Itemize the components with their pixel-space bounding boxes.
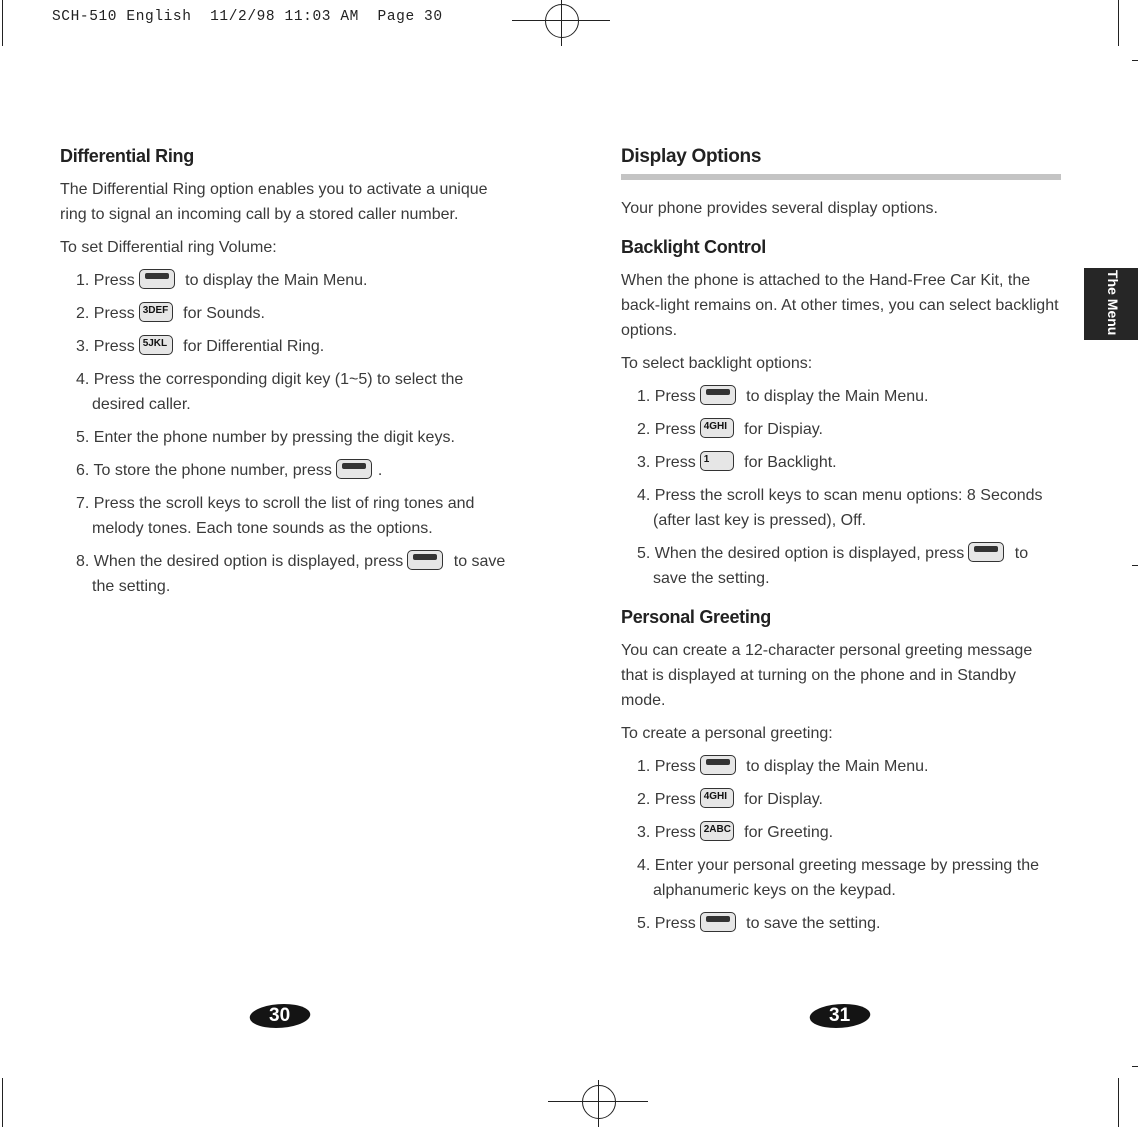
heading-rule (621, 174, 1061, 180)
step-2: 2. Press 4GHI for Display. (621, 787, 1061, 812)
step-4: 4. Press the corresponding digit key (1~5) to select the desired caller. (76, 371, 464, 413)
left-column (60, 146, 510, 599)
sto-key-icon (336, 459, 372, 479)
step-6: 6. To store the phone number, press . (60, 458, 510, 483)
step-7: 7. Press the scroll keys to scroll the list of ring tones and melody tones. Each tone sounds as the options. (76, 495, 475, 537)
differential-ring-steps (60, 268, 510, 599)
sto-key-icon (407, 550, 443, 570)
menu-key-icon (700, 385, 736, 405)
step-2: 2. Press 3DEF for Sounds. (60, 301, 510, 326)
key-4-icon: 4GHI (700, 418, 734, 438)
personal-greeting-intro: You can create a 12-character personal greeting message that is displayed at turning on the phone and in Standby mode. (621, 642, 1033, 709)
display-options-heading: Display Options (621, 146, 762, 167)
step-5: 5. Press to save the setting. (621, 911, 1061, 936)
step-1: 1. Press to display the Main Menu. (621, 754, 1061, 779)
key-2-icon: 2ABC (700, 821, 734, 841)
step-3: 3. Press 5JKL for Differential Ring. (60, 334, 510, 359)
sto-key-icon (700, 912, 736, 932)
personal-greeting-heading: Personal Greeting (621, 607, 771, 627)
step-5: 5. Enter the phone number by pressing the digit keys. (76, 429, 455, 446)
step-4: 4. Press the scroll keys to scan menu options: 8 Seconds (after last key is pressed), Off. (637, 487, 1043, 529)
differential-ring-lead: To set Differential ring Volume: (60, 239, 277, 256)
page-number-right: 31 (806, 1004, 874, 1028)
backlight-lead: To select backlight options: (621, 355, 813, 372)
backlight-heading: Backlight Control (621, 237, 766, 257)
display-options-intro: Your phone provides several display options. (621, 200, 938, 217)
right-column (621, 146, 1061, 936)
menu-key-icon (700, 755, 736, 775)
personal-greeting-lead: To create a personal greeting: (621, 725, 833, 742)
step-2: 2. Press 4GHI for Dispiay. (621, 417, 1061, 442)
step-3: 3. Press 2ABC for Greeting. (621, 820, 1061, 845)
differential-ring-heading: Differential Ring (60, 146, 194, 166)
key-3-icon: 3DEF (139, 302, 173, 322)
key-5-icon: 5JKL (139, 335, 173, 355)
step-4: 4. Enter your personal greeting message by pressing the alphanumeric keys on the keypad. (637, 857, 1040, 899)
key-1-icon: 1 (700, 451, 734, 471)
step-3: 3. Press 1 for Backlight. (621, 450, 1061, 475)
personal-greeting-steps (621, 754, 1061, 936)
sto-key-icon (968, 542, 1004, 562)
backlight-steps (621, 384, 1061, 591)
side-tab-label: The Menu (1105, 270, 1121, 336)
backlight-intro: When the phone is attached to the Hand-Free Car Kit, the back-light remains on. At other times, you can select backlight options. (621, 272, 1059, 339)
key-4-icon: 4GHI (700, 788, 734, 808)
menu-key-icon (139, 269, 175, 289)
step-1: 1. Press to display the Main Menu. (60, 268, 510, 293)
step-8: 8. When the desired option is displayed, press to save the setting. (60, 549, 510, 599)
page-number-left: 30 (246, 1004, 314, 1028)
print-slug: SCH-510 English 11/2/98 11:03 AM Page 30 (52, 9, 443, 25)
differential-ring-intro: The Differential Ring option enables you to activate a unique ring to signal an incoming call by a stored caller number. (60, 181, 488, 223)
side-tab (1084, 268, 1138, 340)
step-5: 5. When the desired option is displayed, press to save the setting. (621, 541, 1061, 591)
step-1: 1. Press to display the Main Menu. (621, 384, 1061, 409)
